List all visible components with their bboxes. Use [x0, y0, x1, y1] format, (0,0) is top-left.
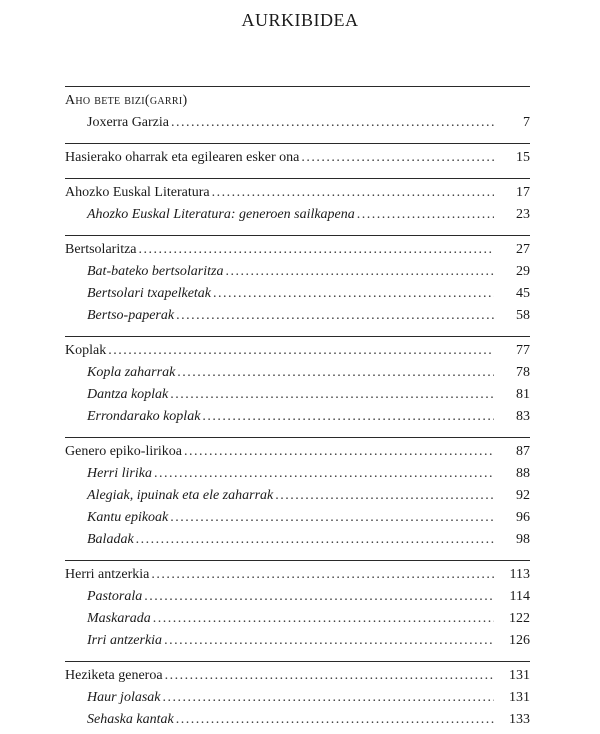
section-divider [65, 437, 530, 438]
toc-entry-label: Bertso-paperak [87, 308, 175, 323]
toc-entry-label: Maskarada [87, 611, 151, 626]
section-divider [65, 178, 530, 179]
toc-entry-label: Kantu epikoak [87, 510, 169, 525]
toc-section [65, 93, 530, 137]
toc-subentry[interactable] [65, 712, 530, 734]
toc-entry[interactable] [65, 150, 530, 172]
dot-leader [170, 387, 494, 403]
toc-entry[interactable] [65, 444, 530, 466]
dot-leader [177, 365, 494, 381]
toc-entry-label: Sehaska kantak [87, 712, 174, 727]
dot-leader [275, 488, 494, 504]
dot-leader [226, 264, 495, 280]
toc-entry-label: Herri antzerkia [65, 567, 150, 582]
section-divider [65, 336, 530, 337]
table-of-contents [65, 80, 530, 734]
section-divider [65, 661, 530, 662]
toc-entry[interactable] [65, 185, 530, 207]
toc-entry[interactable] [65, 93, 530, 115]
toc-entry-label: Bertsolari txapelketak [87, 286, 212, 301]
toc-entry[interactable] [65, 567, 530, 589]
toc-entry[interactable] [65, 668, 530, 690]
toc-section [65, 150, 530, 172]
dot-leader [171, 115, 494, 131]
toc-page-number: 7 [523, 115, 530, 130]
dot-leader [212, 185, 494, 201]
toc-page-number: 88 [516, 466, 530, 481]
toc-entry-label: Ahozko Euskal Literatura [65, 185, 210, 200]
toc-page-number: 122 [509, 611, 530, 626]
toc-subentry[interactable] [65, 488, 530, 510]
toc-page-number: 15 [516, 150, 530, 165]
toc-page-number: 98 [516, 532, 530, 547]
dot-leader [165, 668, 494, 684]
toc-section [65, 444, 530, 554]
dot-leader [163, 690, 495, 706]
toc-entry-label: Herri lirika [87, 466, 152, 481]
toc-page-number: 133 [509, 712, 530, 727]
toc-subentry[interactable] [65, 365, 530, 387]
dot-leader [357, 207, 494, 223]
toc-page-number: 58 [516, 308, 530, 323]
toc-subentry[interactable] [65, 308, 530, 330]
toc-subentry[interactable] [65, 633, 530, 655]
toc-page-number: 83 [516, 409, 530, 424]
toc-entry-label: Pastorala [87, 589, 143, 604]
toc-page-number: 81 [516, 387, 530, 402]
page-title: AURKIBIDEA [241, 10, 359, 30]
toc-page-number: 23 [516, 207, 530, 222]
toc-entry-label: Kopla zaharrak [87, 365, 176, 380]
toc-page-number: 113 [509, 567, 530, 582]
toc-page-number: 96 [516, 510, 530, 525]
section-divider [65, 86, 530, 87]
toc-entry-label: Baladak [87, 532, 134, 547]
toc-entry[interactable] [65, 242, 530, 264]
toc-entry-label: Dantza koplak [87, 387, 169, 402]
dot-leader [184, 444, 494, 460]
toc-section [65, 668, 530, 734]
toc-subentry[interactable] [65, 611, 530, 633]
dot-leader [176, 712, 494, 728]
toc-entry-label: Bertsolaritza [65, 242, 137, 257]
dot-leader [176, 308, 494, 324]
toc-section [65, 343, 530, 431]
dot-leader [213, 286, 494, 302]
toc-subentry[interactable] [65, 690, 530, 712]
toc-page-number: 92 [516, 488, 530, 503]
toc-subentry[interactable] [65, 115, 530, 137]
toc-entry-label: Genero epiko-lirikoa [65, 444, 183, 459]
toc-entry-label: Joxerra Garzia [87, 115, 170, 130]
section-divider [65, 235, 530, 236]
toc-page-number: 87 [516, 444, 530, 459]
toc-subentry[interactable] [65, 589, 530, 611]
toc-page-number: 27 [516, 242, 530, 257]
dot-leader [153, 611, 494, 627]
toc-page-number: 29 [516, 264, 530, 279]
toc-page-number: 126 [509, 633, 530, 648]
toc-page-number: 17 [516, 185, 530, 200]
toc-entry-label: Alegiak, ipuinak eta ele zaharrak [87, 488, 274, 503]
toc-entry-label: Aho bete bizi(garri) [65, 93, 188, 108]
section-divider [65, 143, 530, 144]
toc-page-number: 77 [516, 343, 530, 358]
toc-entry-label: Bat-bateko bertsolaritza [87, 264, 224, 279]
toc-subentry[interactable] [65, 264, 530, 286]
dot-leader [164, 633, 494, 649]
toc-subentry[interactable] [65, 532, 530, 554]
dot-leader [170, 510, 494, 526]
toc-page-number: 131 [509, 690, 530, 705]
toc-page-number: 114 [509, 589, 530, 604]
toc-section [65, 185, 530, 229]
dot-leader [108, 343, 494, 359]
toc-entry-label: Haur jolasak [87, 690, 161, 705]
toc-subentry[interactable] [65, 286, 530, 308]
toc-entry-label: Ahozko Euskal Literatura: generoen sailkapena [87, 207, 355, 222]
dot-leader [139, 242, 494, 258]
toc-section [65, 242, 530, 330]
toc-entry-label: Errondarako koplak [87, 409, 201, 424]
toc-page-number: 45 [516, 286, 530, 301]
toc-subentry[interactable] [65, 409, 530, 431]
toc-subentry[interactable] [65, 510, 530, 532]
toc-section [65, 567, 530, 655]
toc-page-number: 78 [516, 365, 530, 380]
toc-page-number: 131 [509, 668, 530, 683]
toc-entry-label: Heziketa generoa [65, 668, 163, 683]
dot-leader [202, 409, 494, 425]
toc-entry-label: Irri antzerkia [87, 633, 163, 648]
dot-leader [151, 567, 494, 583]
toc-subentry[interactable] [65, 466, 530, 488]
dot-leader [301, 150, 494, 166]
dot-leader [154, 466, 494, 482]
toc-entry[interactable] [65, 343, 530, 365]
toc-subentry[interactable] [65, 387, 530, 409]
toc-entry-label: Hasierako oharrak eta egilearen esker ona [65, 150, 300, 165]
dot-leader [136, 532, 494, 548]
toc-entry-label: Koplak [65, 343, 107, 358]
section-divider [65, 560, 530, 561]
dot-leader [144, 589, 494, 605]
toc-subentry[interactable] [65, 207, 530, 229]
